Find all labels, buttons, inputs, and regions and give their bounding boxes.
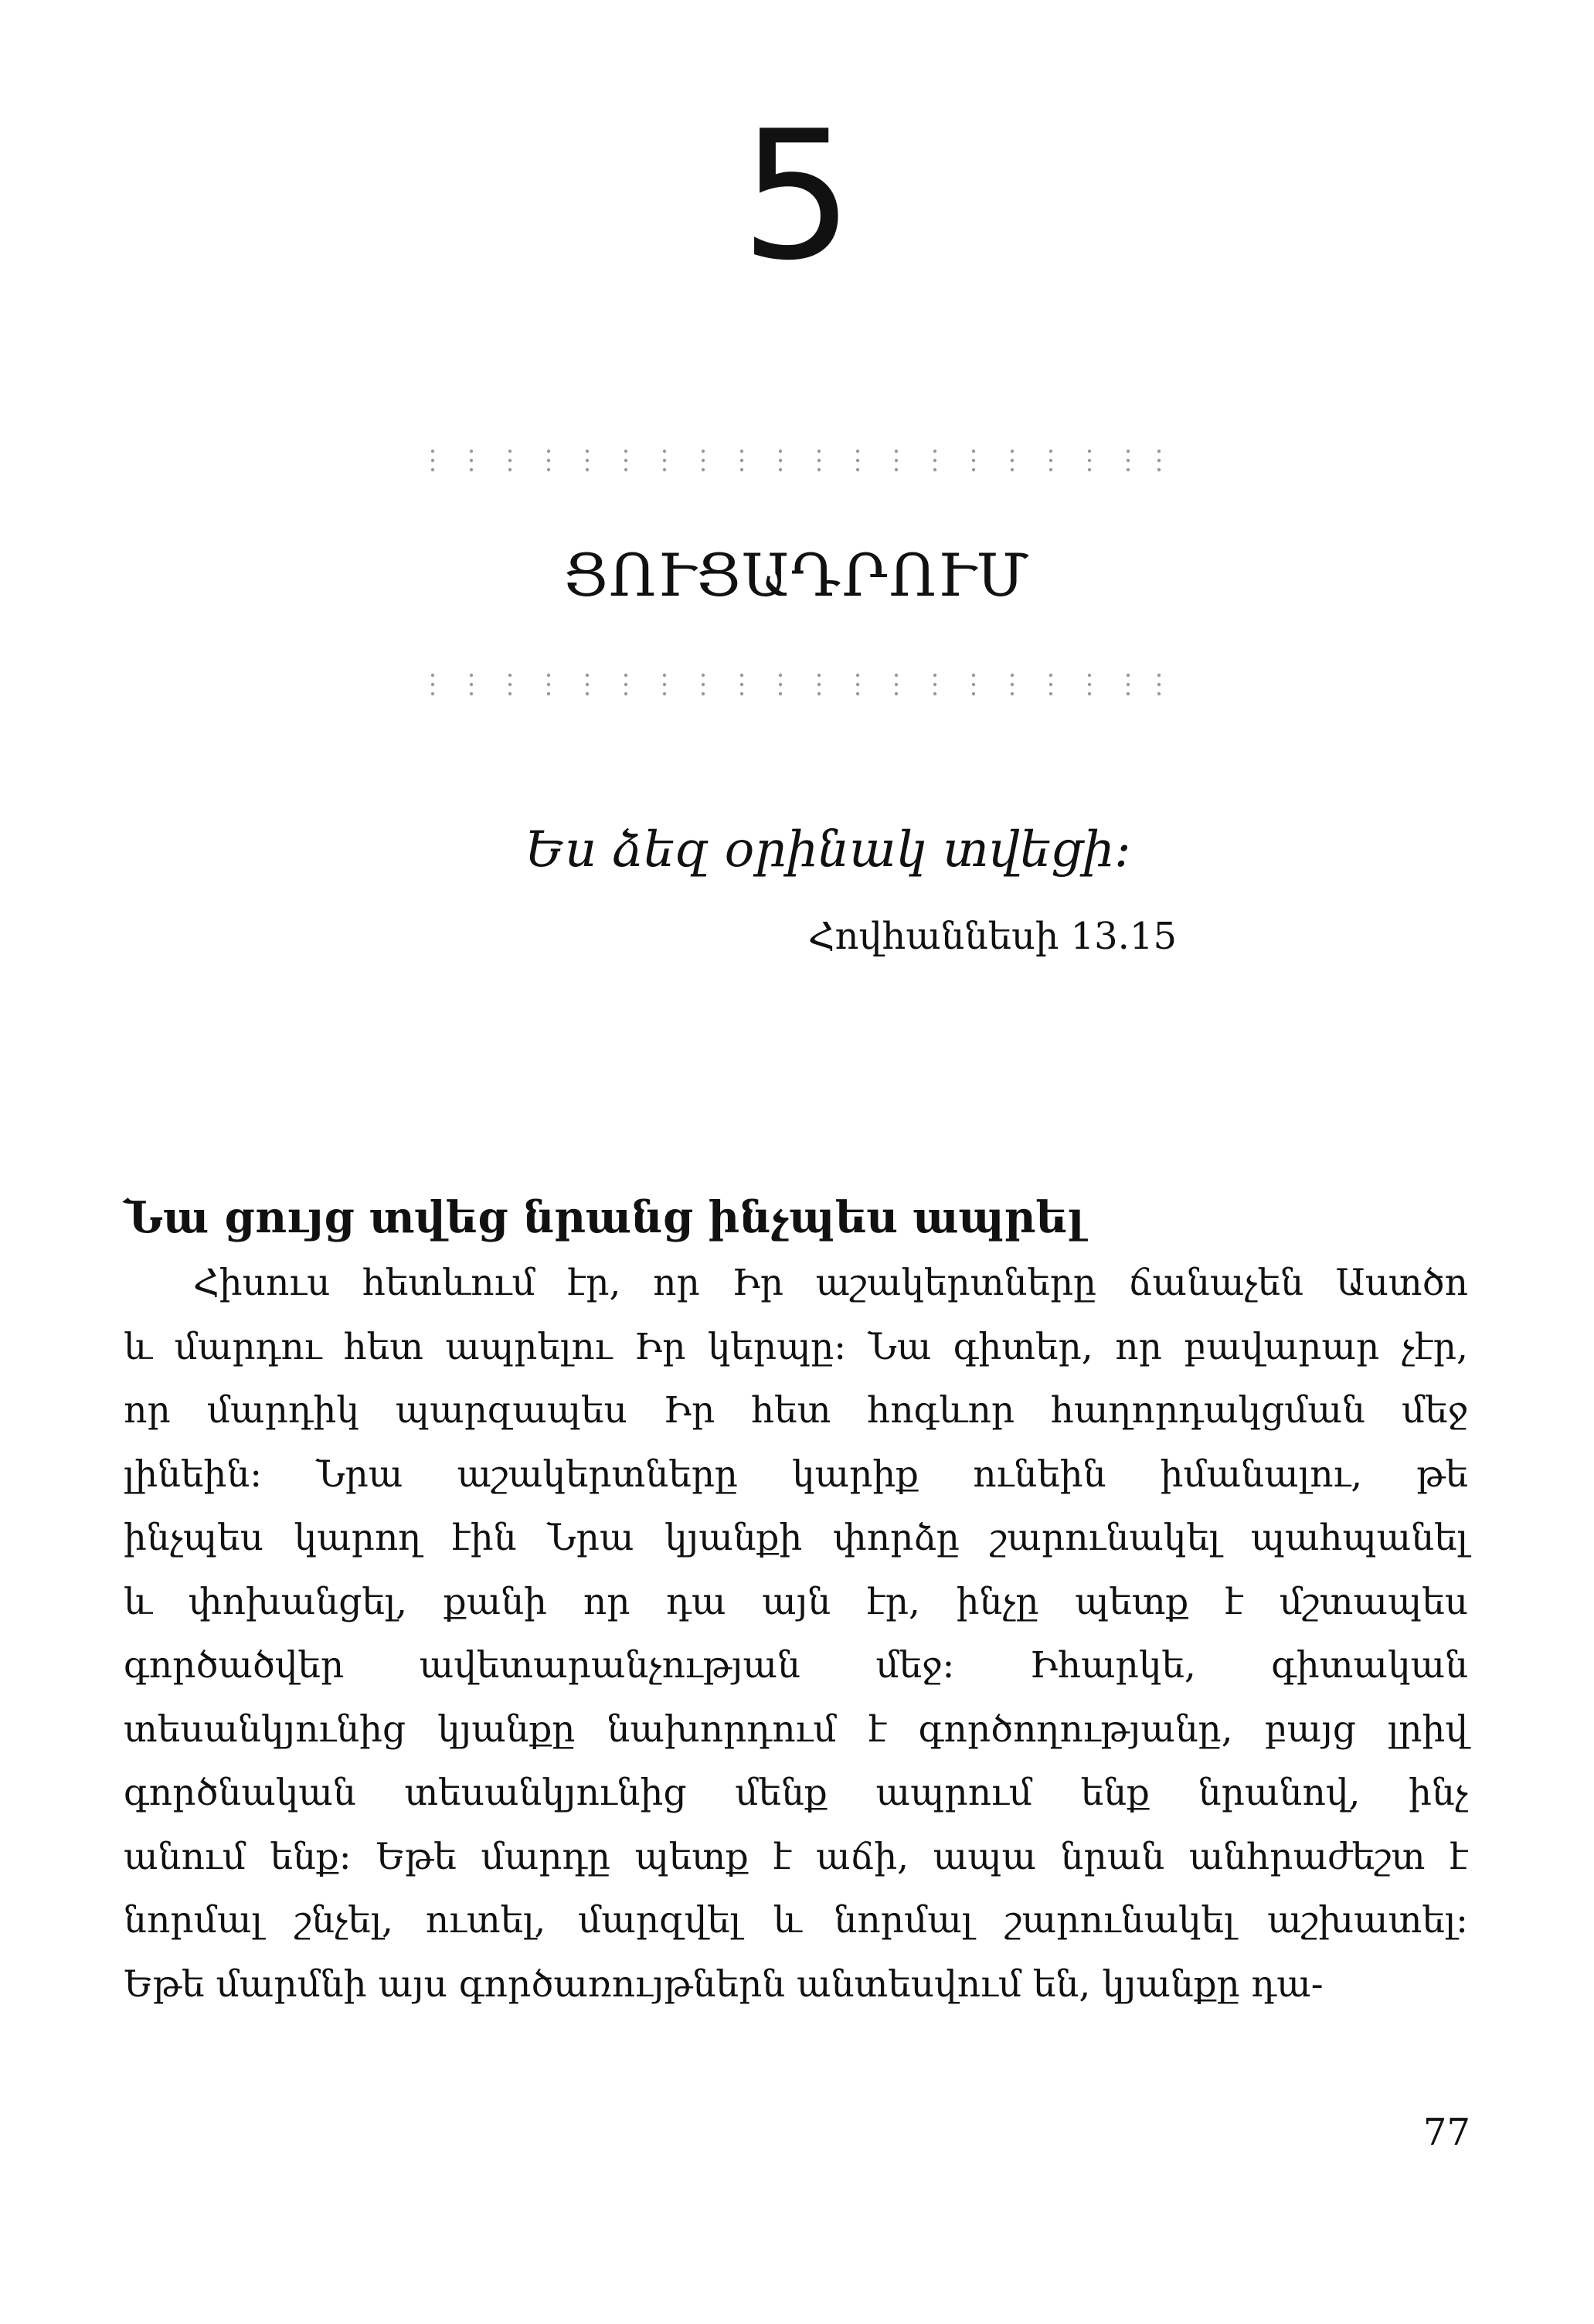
paragraph-line: և մարդու հետ ապրելու Իր կերպը: Նա գիտեր, որ բավարար չէր, (124, 1325, 1468, 1368)
paragraph-line: Եթե մարմնի այս գործառույթներն անտեսվում են, կյանքը դա- (124, 1962, 1324, 2006)
paragraph-line: ինչպես կարող էին Նրա կյանքի փորձը շարունակել պահպանել (124, 1517, 1468, 1559)
paragraph-line: որ մարդիկ պարզապես Իր հետ հոգևոր հաղորդակցման մեջ (124, 1389, 1468, 1432)
chapter-title: ՑՈՒՑԱԴՐՈՒՄ (563, 541, 1031, 610)
paragraph-line: գործնական տեսանկյունից մենք ապրում ենք նրանով, ինչ (124, 1772, 1468, 1814)
paragraph-line: լինեին: Նրա աշակերտները կարիք ունեին իմանալու, թե (124, 1452, 1468, 1496)
paragraph-line: նորմալ շնչել, ուտել, մարզվել և նորմալ շարունակել աշխատել: (124, 1899, 1468, 1942)
paragraph-line: տեսանկյունից կյանքը նախորդում է գործողությանը, բայց լրիվ (124, 1707, 1468, 1751)
page-number: 77 (1422, 2111, 1470, 2154)
epigraph-reference: Հովհաննեսի 13.15 (807, 915, 1177, 958)
dotted-ornament-icon (425, 669, 1167, 700)
ornament-divider-top (425, 445, 1167, 476)
body-paragraph (124, 1252, 1468, 2017)
section-heading: Նա ցույց տվեց նրանց ինչպես ապրել (124, 1192, 1085, 1243)
dotted-ornament-icon (425, 445, 1167, 476)
paragraph-line: և փոխանցել, քանի որ դա այն էր, ինչը պետք է մշտապես (124, 1580, 1468, 1623)
paragraph-line: Հիսուս հետևում էր, որ Իր աշակերտները ճանաչեն Աստծո (193, 1262, 1468, 1304)
chapter-number: 5 (740, 93, 854, 300)
paragraph-line: գործածվեր ավետարանչության մեջ: Իհարկե, գիտական (124, 1644, 1468, 1687)
paragraph-line: անում ենք: Եթե մարդը պետք է աճի, ապա նրան անհրաժեշտ է (124, 1835, 1468, 1878)
epigraph-quote: Ես ձեզ օրինակ տվեցի: (525, 821, 1131, 878)
ornament-divider-bottom (425, 669, 1167, 700)
